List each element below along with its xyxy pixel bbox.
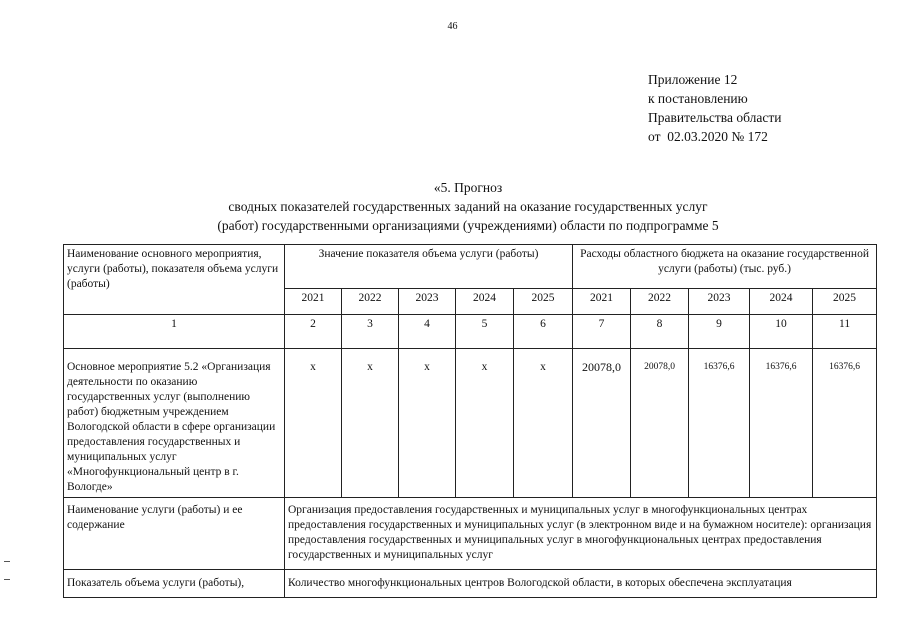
column-header-name: Наименование основного мероприятия, услуги (работы), показателя объема услуги (работы)	[64, 245, 285, 315]
appendix-line-1: Приложение 12	[648, 72, 738, 87]
volume-value: х	[342, 349, 399, 498]
expense-value: 16376,6	[813, 349, 877, 498]
volume-value: х	[514, 349, 573, 498]
forecast-table	[63, 244, 877, 598]
column-number: 4	[399, 315, 456, 349]
column-number: 9	[689, 315, 750, 349]
title-line-3: (работ) государственными организациями (учреждениями) области по подпрограмме 5	[217, 218, 719, 233]
column-number: 5	[456, 315, 514, 349]
expense-value: 20078,0	[631, 349, 689, 498]
column-number: 11	[813, 315, 877, 349]
year-header: 2025	[813, 289, 877, 315]
event-name: Основное мероприятие 5.2 «Организация деятельности по оказанию государственных услуг (выполнению работ) бюджетным учреждением Вологодской области в сфере организации предоставления государственных и муниципальных услуг «Многофункциональный центр в г. Вологде»	[64, 349, 285, 498]
column-number: 7	[573, 315, 631, 349]
volume-value: х	[285, 349, 342, 498]
document-title	[60, 178, 876, 235]
appendix-line-4: от 02.03.2020 № 172	[648, 129, 768, 144]
year-header: 2025	[514, 289, 573, 315]
expense-value: 20078,0	[573, 349, 631, 498]
year-header: 2021	[573, 289, 631, 315]
column-number: 6	[514, 315, 573, 349]
appendix-block	[648, 70, 781, 146]
column-number: 1	[64, 315, 285, 349]
title-line-1: «5. Прогноз	[433, 180, 503, 195]
indicator-description: Количество многофункциональных центров Вологодской области, в которых обеспечена эксплуатация	[285, 570, 877, 598]
title-line-2: сводных показателей государственных заданий на оказание государственных услуг	[228, 199, 708, 214]
header-volume-group: Значение показателя объема услуги (работы)	[285, 245, 573, 289]
margin-mark	[4, 579, 10, 580]
volume-value: х	[399, 349, 456, 498]
column-number: 2	[285, 315, 342, 349]
volume-value: х	[456, 349, 514, 498]
year-header: 2024	[750, 289, 813, 315]
expense-value: 16376,6	[689, 349, 750, 498]
year-header: 2024	[456, 289, 514, 315]
expense-value: 16376,6	[750, 349, 813, 498]
service-description: Организация предоставления государственных и муниципальных услуг в многофункциональных центрах предоставления государственных и муниципальных услуг (в электронном виде и на бумажном носителе): организация предоставления государственных и муниципальных услуг в многофункциональных центрах предоставления государственных и муниципальных услуг	[285, 498, 877, 570]
year-header: 2022	[342, 289, 399, 315]
margin-mark	[4, 561, 10, 562]
year-header: 2023	[689, 289, 750, 315]
column-number: 3	[342, 315, 399, 349]
appendix-line-3: Правительства области	[648, 110, 782, 125]
year-header: 2023	[399, 289, 456, 315]
appendix-line-2: к постановлению	[648, 91, 748, 106]
year-header: 2022	[631, 289, 689, 315]
header-expenses-group: Расходы областного бюджета на оказание государственной услуги (работы) (тыс. руб.)	[573, 245, 877, 289]
indicator-label: Показатель объема услуги (работы),	[64, 570, 285, 598]
column-number: 10	[750, 315, 813, 349]
year-header: 2021	[285, 289, 342, 315]
column-number: 8	[631, 315, 689, 349]
service-label: Наименование услуги (работы) и ее содержание	[64, 498, 285, 570]
page-number: 46	[447, 21, 458, 32]
